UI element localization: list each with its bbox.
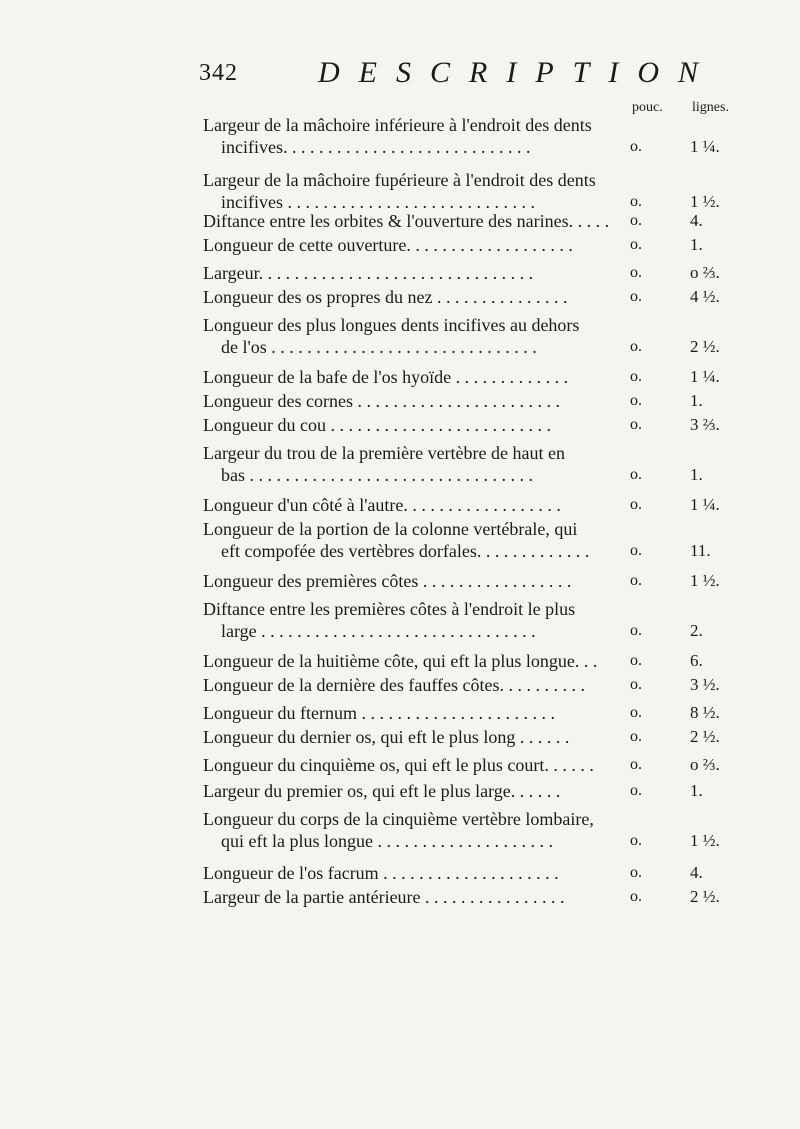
- label-line: Longueur des os propres du nez . . . . . . . . . . . . . . .: [203, 287, 568, 307]
- measurement-label: [203, 366, 613, 390]
- value-pouces: o.: [630, 416, 642, 433]
- table-row: [203, 494, 793, 518]
- table-row: [203, 234, 793, 258]
- measurement-label: [203, 169, 613, 215]
- table-row: [203, 518, 793, 564]
- measurement-label: [203, 780, 613, 804]
- measurement-label: [203, 598, 613, 644]
- column-header-pouces: pouc.: [632, 100, 663, 115]
- value-lignes: 1 ¼.: [690, 367, 720, 386]
- table-row: [203, 674, 793, 698]
- table-row: [203, 598, 793, 644]
- table-row: [203, 780, 793, 804]
- value-pouces: o.: [630, 236, 642, 253]
- label-line: Largeur de la mâchoire fupérieure à l'endroit des dents: [203, 170, 596, 190]
- value-lignes: 1.: [690, 465, 703, 484]
- label-line-continuation: bas . . . . . . . . . . . . . . . . . . . . . . . . . . . . . . . .: [221, 465, 533, 485]
- table-row: [203, 754, 793, 778]
- value-pouces: o.: [630, 542, 642, 559]
- label-line: Longueur des plus longues dents incifives au dehors: [203, 315, 580, 335]
- label-line: Longueur de la bafe de l'os hyoïde . . . . . . . . . . . . .: [203, 367, 569, 387]
- measurement-label: [203, 414, 613, 438]
- table-row: [203, 169, 793, 215]
- value-lignes: 4.: [690, 863, 703, 882]
- label-line: Longueur des cornes . . . . . . . . . . . . . . . . . . . . . . .: [203, 391, 560, 411]
- value-pouces: o.: [630, 193, 642, 210]
- measurement-label: [203, 754, 613, 778]
- value-lignes: 3 ½.: [690, 675, 720, 694]
- value-pouces: o.: [630, 288, 642, 305]
- value-pouces: o.: [630, 652, 642, 669]
- measurement-label: [203, 808, 613, 854]
- table-row: [203, 862, 793, 886]
- measurement-label: [203, 518, 613, 564]
- table-row: [203, 570, 793, 594]
- label-line: Longueur d'un côté à l'autre. . . . . . . . . . . . . . . . . .: [203, 495, 561, 515]
- label-line: Diftance entre les premières côtes à l'endroit le plus: [203, 599, 576, 619]
- measurement-label: [203, 650, 613, 674]
- value-lignes: 3 ⅔.: [690, 415, 720, 434]
- value-lignes: 2 ½.: [690, 337, 720, 356]
- value-lignes: 1.: [690, 781, 703, 800]
- table-row: [203, 726, 793, 750]
- value-lignes: 1 ¼.: [690, 495, 720, 514]
- value-lignes: 2 ½.: [690, 727, 720, 746]
- value-lignes: 1 ½.: [690, 571, 720, 590]
- value-lignes: 2 ½.: [690, 887, 720, 906]
- label-line: Longueur du cou . . . . . . . . . . . . . . . . . . . . . . . . .: [203, 415, 551, 435]
- table-row: [203, 210, 793, 234]
- measurement-label: [203, 234, 613, 258]
- table-row: [203, 366, 793, 390]
- table-row: [203, 414, 793, 438]
- label-line: Longueur du cinquième os, qui eft le plus court. . . . . .: [203, 755, 594, 775]
- value-lignes: 8 ½.: [690, 703, 720, 722]
- table-row: [203, 286, 793, 310]
- label-line-continuation: incifives. . . . . . . . . . . . . . . . . . . . . . . . . . . .: [221, 137, 531, 157]
- value-pouces: o.: [630, 466, 642, 483]
- value-pouces: o.: [630, 392, 642, 409]
- measurement-label: [203, 726, 613, 750]
- label-line: Largeur du premier os, qui eft le plus large. . . . . .: [203, 781, 561, 801]
- page-number: 342: [199, 60, 238, 86]
- value-pouces: o.: [630, 888, 642, 905]
- measurement-label: [203, 862, 613, 886]
- value-lignes: 1 ¼.: [690, 137, 720, 156]
- value-pouces: o.: [630, 864, 642, 881]
- table-row: [203, 390, 793, 414]
- value-pouces: o.: [630, 138, 642, 155]
- label-line-continuation: incifives . . . . . . . . . . . . . . . . . . . . . . . . . . . .: [221, 192, 535, 212]
- value-pouces: o.: [630, 212, 642, 229]
- label-line-continuation: qui eft la plus longue . . . . . . . . . . . . . . . . . . . .: [221, 831, 553, 851]
- value-lignes: o ⅔.: [690, 263, 720, 282]
- table-row: [203, 886, 793, 910]
- measurement-label: [203, 286, 613, 310]
- label-line: Longueur des premières côtes . . . . . . . . . . . . . . . . .: [203, 571, 572, 591]
- label-line: Longueur du fternum . . . . . . . . . . . . . . . . . . . . . .: [203, 703, 555, 723]
- table-row: [203, 808, 793, 854]
- value-pouces: o.: [630, 496, 642, 513]
- value-pouces: o.: [630, 704, 642, 721]
- label-line: Largeur du trou de la première vertèbre de haut en: [203, 443, 565, 463]
- measurement-label: [203, 314, 613, 360]
- label-line: Largeur de la partie antérieure . . . . . . . . . . . . . . . .: [203, 887, 565, 907]
- label-line: Diftance entre les orbites & l'ouverture des narines. . . . .: [203, 211, 610, 231]
- measurement-label: [203, 390, 613, 414]
- label-line: Longueur du corps de la cinquième vertèbre lombaire,: [203, 809, 594, 829]
- value-lignes: 2.: [690, 621, 703, 640]
- running-title: DESCRIPTION: [318, 56, 717, 89]
- value-lignes: 1 ½.: [690, 831, 720, 850]
- measurement-label: [203, 570, 613, 594]
- table-row: [203, 442, 793, 488]
- value-lignes: 4 ½.: [690, 287, 720, 306]
- label-line: Longueur de cette ouverture. . . . . . . . . . . . . . . . . . .: [203, 235, 573, 255]
- value-pouces: o.: [630, 264, 642, 281]
- measurement-label: [203, 442, 613, 488]
- table-row: [203, 650, 793, 674]
- value-lignes: 6.: [690, 651, 703, 670]
- table-row: [203, 262, 793, 286]
- label-line: Largeur. . . . . . . . . . . . . . . . . . . . . . . . . . . . . . .: [203, 263, 534, 283]
- value-lignes: 1.: [690, 235, 703, 254]
- label-line: Longueur de la portion de la colonne vertébrale, qui: [203, 519, 578, 539]
- value-pouces: o.: [630, 676, 642, 693]
- value-lignes: 11.: [690, 541, 711, 560]
- value-pouces: o.: [630, 832, 642, 849]
- value-pouces: o.: [630, 338, 642, 355]
- value-lignes: 4.: [690, 211, 703, 230]
- value-lignes: 1 ½.: [690, 192, 720, 211]
- measurement-label: [203, 262, 613, 286]
- measurement-label: [203, 114, 613, 160]
- label-line-continuation: eft compofée des vertèbres dorfales. . . . . . . . . . . . .: [221, 541, 590, 561]
- value-pouces: o.: [630, 728, 642, 745]
- label-line: Longueur du dernier os, qui eft le plus long . . . . . .: [203, 727, 570, 747]
- measurement-label: [203, 702, 613, 726]
- value-pouces: o.: [630, 756, 642, 773]
- measurement-label: [203, 674, 613, 698]
- label-line: Longueur de la dernière des fauffes côtes. . . . . . . . . .: [203, 675, 586, 695]
- value-lignes: 1.: [690, 391, 703, 410]
- value-pouces: o.: [630, 782, 642, 799]
- table-row: [203, 314, 793, 360]
- table-row: [203, 702, 793, 726]
- column-header-lignes: lignes.: [692, 100, 729, 115]
- measurement-label: [203, 210, 613, 234]
- label-line: Largeur de la mâchoire inférieure à l'endroit des dents: [203, 115, 592, 135]
- measurement-label: [203, 494, 613, 518]
- value-pouces: o.: [630, 572, 642, 589]
- label-line-continuation: large . . . . . . . . . . . . . . . . . . . . . . . . . . . . . . .: [221, 621, 536, 641]
- value-pouces: o.: [630, 368, 642, 385]
- value-pouces: o.: [630, 622, 642, 639]
- value-lignes: o ⅔.: [690, 755, 720, 774]
- table-row: [203, 114, 793, 160]
- label-line-continuation: de l'os . . . . . . . . . . . . . . . . . . . . . . . . . . . . . .: [221, 337, 537, 357]
- label-line: Longueur de la huitième côte, qui eft la plus longue. . .: [203, 651, 598, 671]
- measurement-label: [203, 886, 613, 910]
- label-line: Longueur de l'os facrum . . . . . . . . . . . . . . . . . . . .: [203, 863, 559, 883]
